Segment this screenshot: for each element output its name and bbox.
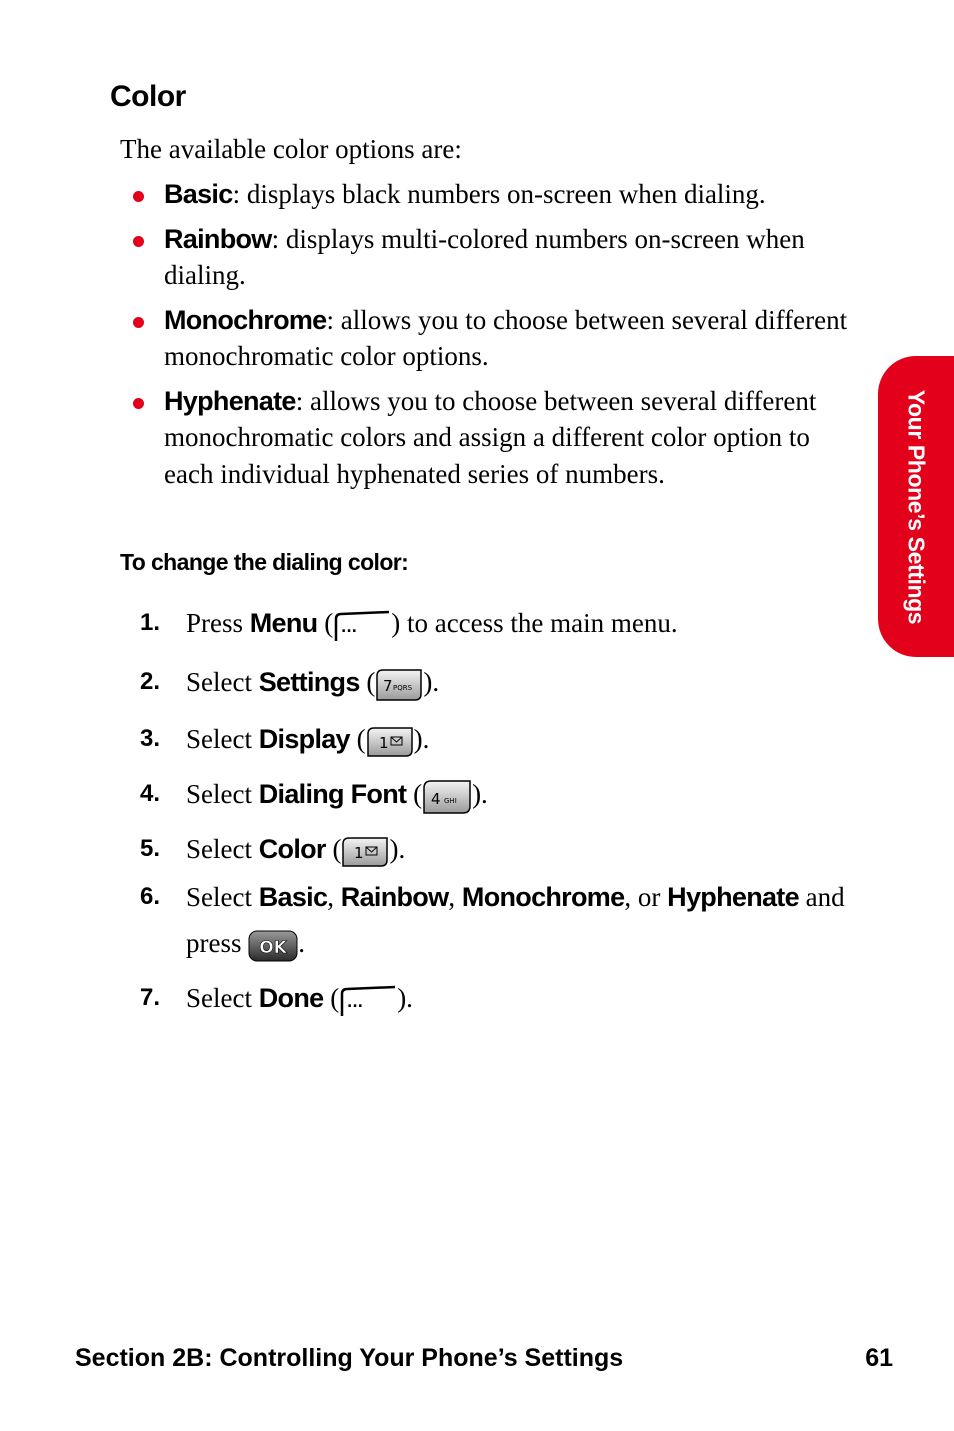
option-desc: : allows you to choose between several different monochromatic color options. xyxy=(164,304,848,371)
step-text: ( xyxy=(325,834,342,864)
option-desc: : displays multi-colored numbers on-screen when dialing. xyxy=(164,223,805,290)
key-7-icon xyxy=(375,668,423,702)
key-1-icon xyxy=(341,836,389,868)
side-section-tab xyxy=(878,356,954,657)
softkey-icon xyxy=(333,610,391,642)
svg-text:1: 1 xyxy=(378,733,389,752)
step-term: Done xyxy=(258,983,324,1013)
step-number: 7. xyxy=(140,984,161,1011)
list-item xyxy=(120,302,860,375)
option-term: Rainbow xyxy=(164,223,272,254)
svg-text:1: 1 xyxy=(354,843,365,862)
intro-text: The available color options are: xyxy=(120,134,462,164)
svg-text:7: 7 xyxy=(383,676,393,695)
step-text: press xyxy=(186,928,249,958)
page-number: 61 xyxy=(865,1344,893,1372)
key-1-icon xyxy=(366,726,414,758)
procedure-heading: To change the dialing color: xyxy=(120,549,409,575)
bullet-icon xyxy=(133,191,144,202)
step-term: Settings xyxy=(258,667,360,697)
bullet-icon xyxy=(133,236,144,247)
step-text: Select xyxy=(186,667,259,697)
step-number: 1. xyxy=(140,609,161,636)
list-item xyxy=(120,383,860,493)
step-text: Select xyxy=(186,779,259,809)
step-term: Hyphenate xyxy=(667,882,799,912)
step-number: 5. xyxy=(140,835,161,862)
step-text: Select xyxy=(186,834,259,864)
step-text: ( xyxy=(323,983,340,1013)
step-number: 3. xyxy=(140,725,161,752)
option-term: Monochrome xyxy=(164,304,327,335)
step-term: Color xyxy=(258,834,326,864)
step-text: , or xyxy=(624,882,668,912)
option-desc: : allows you to choose between several different monochromatic colors and assign a different color option to each individual hyphenated series of numbers. xyxy=(164,385,817,489)
step-text: ( xyxy=(406,779,423,809)
section-heading: Color xyxy=(110,80,186,113)
softkey-icon xyxy=(339,985,397,1017)
step-term: Basic xyxy=(258,882,328,912)
side-tab-label: Your Phone’s Settings xyxy=(903,389,930,624)
svg-text:OK: OK xyxy=(259,937,288,958)
step-text: Select xyxy=(186,983,259,1013)
step-text: ( xyxy=(349,724,366,754)
step-text: ( xyxy=(317,608,334,638)
color-options-list xyxy=(120,176,860,500)
key-4-icon xyxy=(422,779,472,815)
step-text: ( xyxy=(359,667,376,697)
step-text: Select xyxy=(186,882,259,912)
step-term: Monochrome xyxy=(461,882,625,912)
step-number: 6. xyxy=(140,883,161,910)
step-text: . xyxy=(298,928,305,958)
step-text: ). xyxy=(389,834,406,864)
svg-text:GHI: GHI xyxy=(444,796,457,805)
step-text: , xyxy=(327,882,341,912)
step-text: ) to access the main menu. xyxy=(391,608,678,638)
step-text: ). xyxy=(472,779,488,809)
svg-text:4: 4 xyxy=(431,789,441,808)
step-text: ). xyxy=(413,724,430,754)
step-term: Dialing Font xyxy=(258,779,407,809)
list-item xyxy=(120,221,860,294)
footer-section-title: Section 2B: Controlling Your Phone’s Settings xyxy=(75,1344,624,1372)
svg-text:...: ... xyxy=(341,619,358,636)
step-text: ). xyxy=(397,983,413,1013)
step-term: Rainbow xyxy=(340,882,449,912)
step-number: 4. xyxy=(140,780,161,807)
bullet-icon xyxy=(133,398,144,409)
step-text: ). xyxy=(423,667,440,697)
step-number: 2. xyxy=(140,668,161,695)
bullet-icon xyxy=(133,317,144,328)
step-term: Display xyxy=(258,724,350,754)
ok-key-icon xyxy=(248,930,298,962)
step-text: Press xyxy=(186,608,250,638)
svg-text:...: ... xyxy=(347,994,364,1011)
option-desc: : displays black numbers on-screen when dialing. xyxy=(232,179,766,209)
step-text: Select xyxy=(186,724,259,754)
option-term: Basic xyxy=(164,179,233,209)
option-term: Hyphenate xyxy=(164,385,296,416)
step-term: Menu xyxy=(249,608,318,638)
step-text: and xyxy=(798,882,845,912)
step-text: , xyxy=(448,882,462,912)
list-item xyxy=(120,176,860,213)
svg-text:PQRS: PQRS xyxy=(393,683,413,692)
